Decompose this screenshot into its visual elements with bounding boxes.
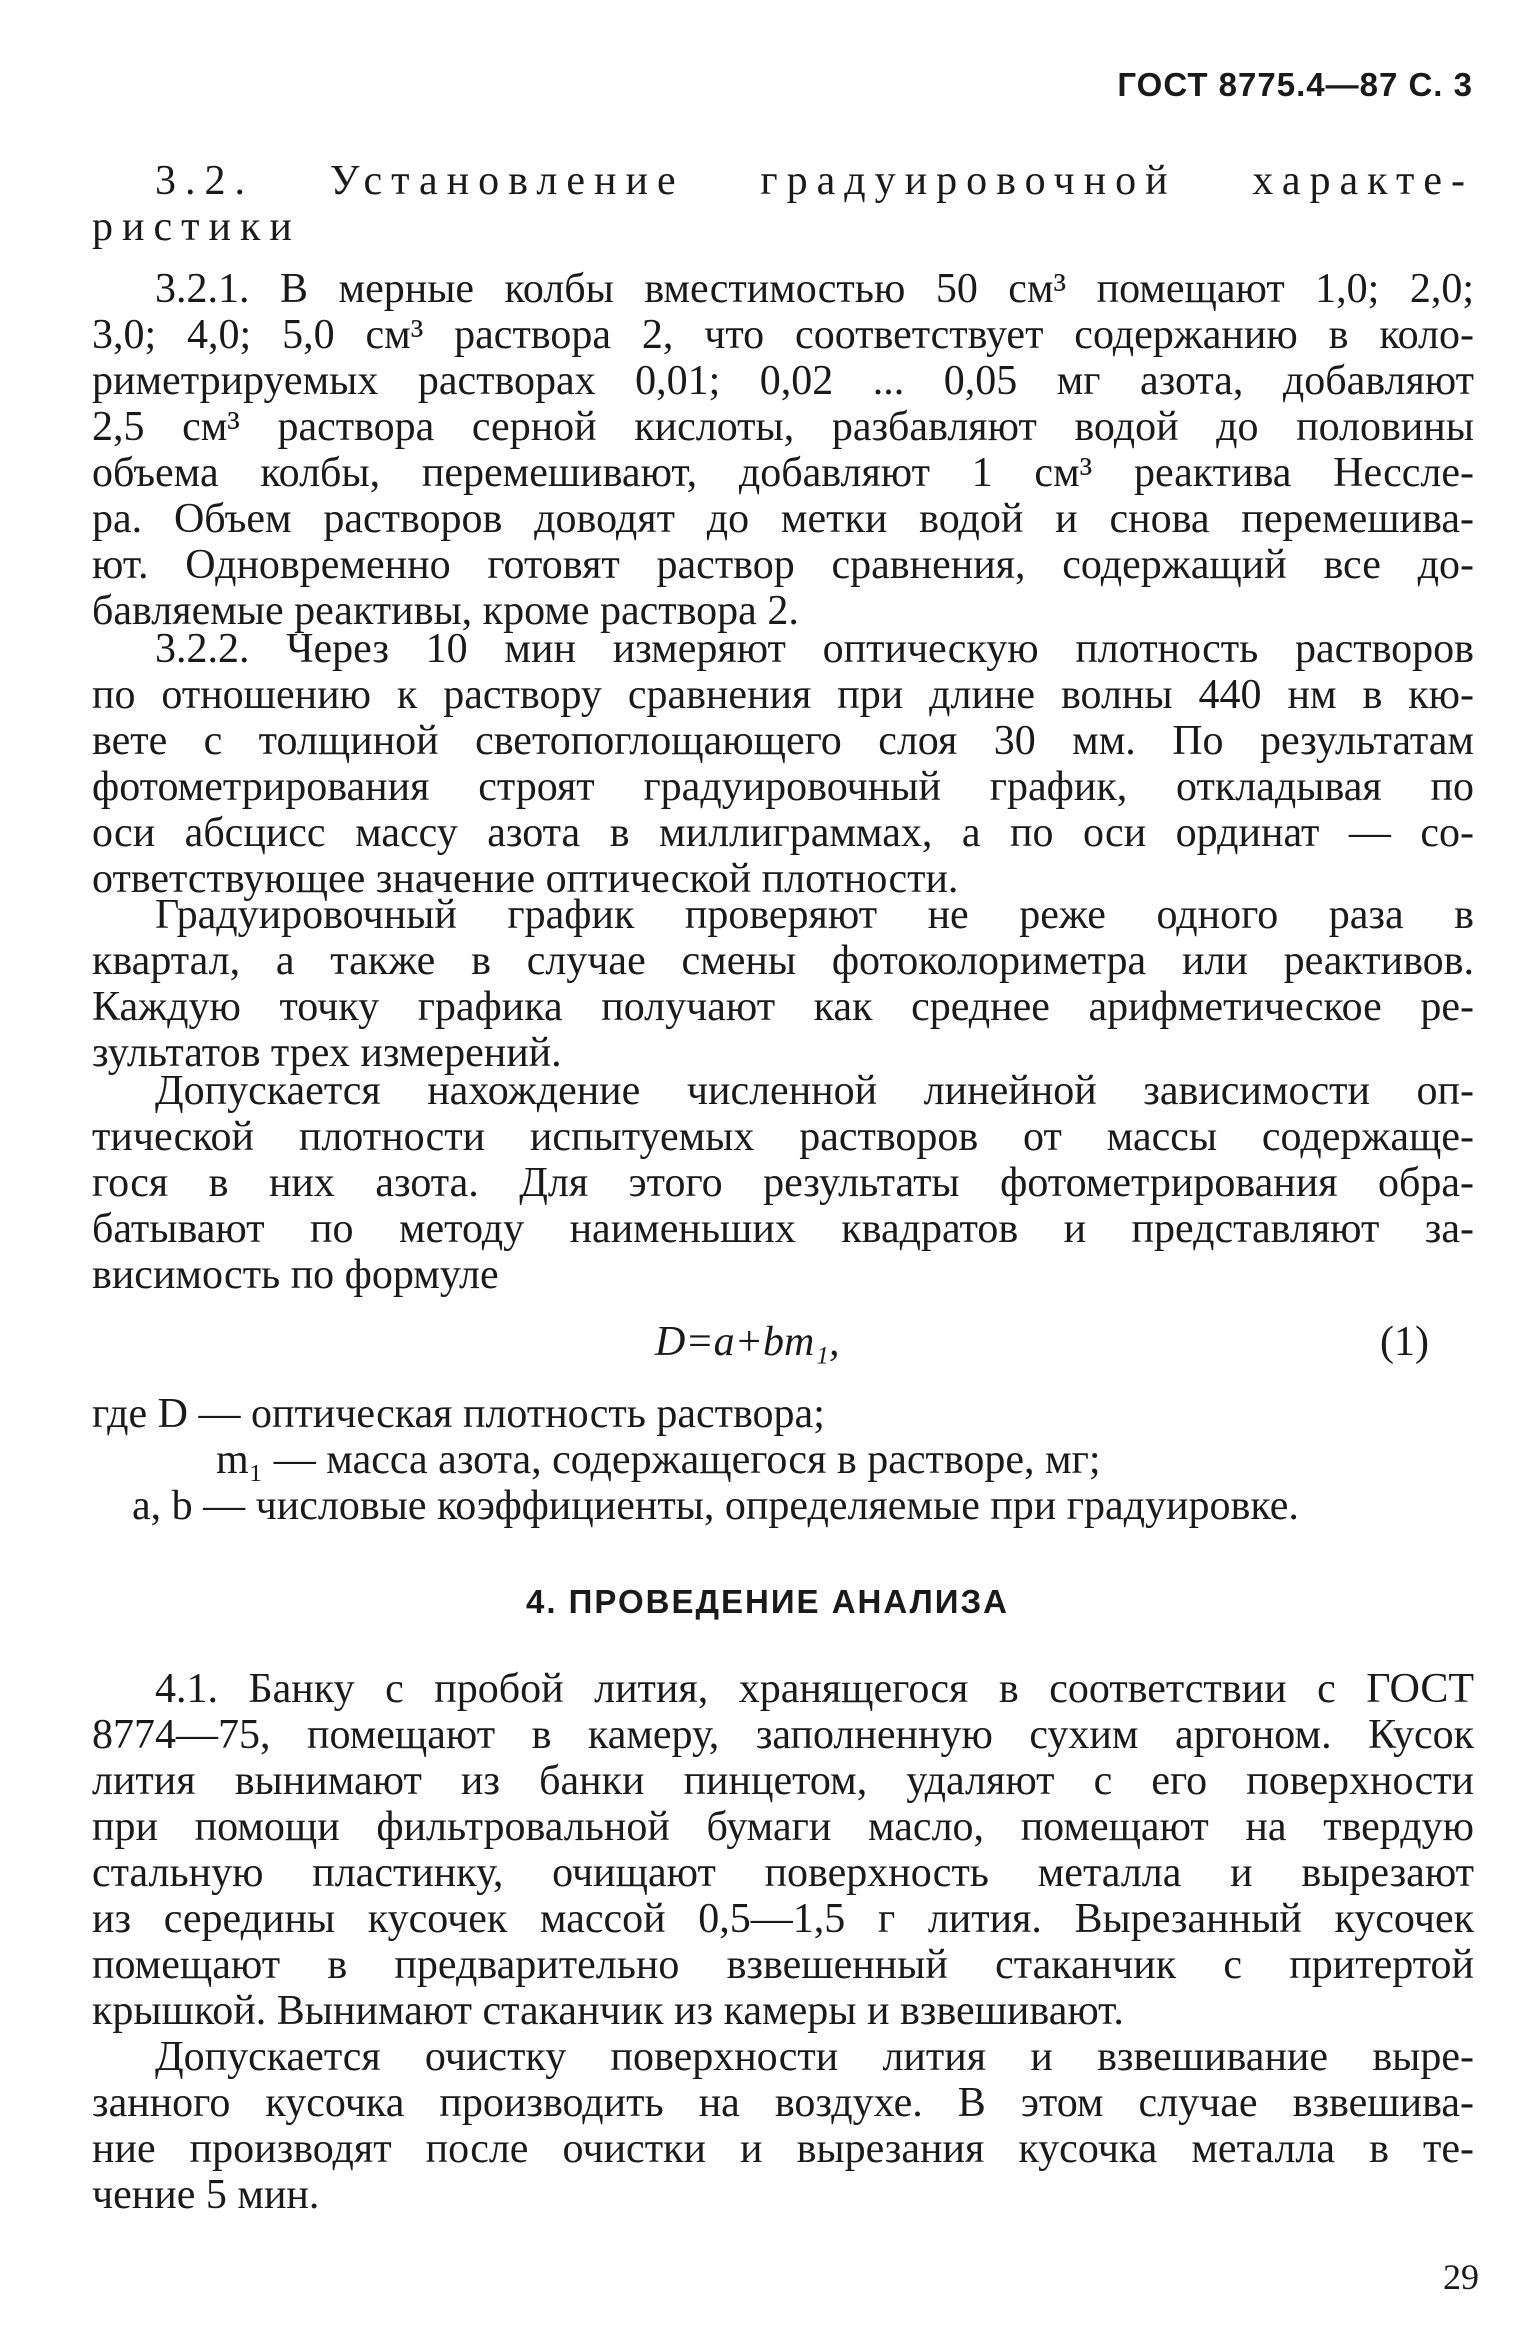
definition-line: где D — оптическая плотность раствора; <box>92 1391 825 1437</box>
paragraph-line: 4.1. Банку с пробой лития, хранящегося в соответствии с ГОСТ <box>155 1666 1474 1712</box>
paragraph-line: Допускается очистку поверхности лития и взвешивание выре- <box>155 2034 1474 2080</box>
paragraph-line: квартал, а также в случае смены фотоколориметра или реактивов. <box>92 938 1474 984</box>
paragraph-line: крышкой. Вынимают стаканчик из камеры и взвешивают. <box>92 1988 1124 2034</box>
paragraph-line: объема колбы, перемешивают, добавляют 1 см³ реактива Несслe- <box>92 450 1474 496</box>
paragraph-line: лития вынимают из банки пинцетом, удаляют с его поверхности <box>92 1758 1474 1804</box>
paragraph-line: ответствующее значение оптической плотности. <box>92 856 959 902</box>
paragraph-line: занного кусочка производить на воздухе. В этом случае взвешива- <box>92 2080 1474 2126</box>
page-number: 29 <box>1443 2257 1479 2297</box>
section-title-cont: ристики <box>92 204 301 250</box>
definition-line: a, b — числовые коэффициенты, определяемые при градуировке. <box>132 1483 1299 1529</box>
section-heading: 4. ПРОВЕДЕНИЕ АНАЛИЗА <box>525 1583 1010 1620</box>
paragraph-line: зультатов трех измерений. <box>92 1030 562 1076</box>
formula: D=a+bm₁, <box>655 1319 840 1365</box>
formula-number: (1) <box>1380 1319 1429 1365</box>
page-header: ГОСТ 8775.4—87 С. 3 <box>1117 66 1473 103</box>
paragraph-line: Градуировочный график проверяют не реже одного раза в <box>155 892 1474 938</box>
definition-line: m₁ — масса азота, содержащегося в растворе, мг; <box>216 1437 1101 1483</box>
paragraph-line: гося в них азота. Для этого результаты фотометрирования обра- <box>92 1160 1474 1206</box>
paragraph-line: из середины кусочек массой 0,5—1,5 г лития. Вырезанный кусочек <box>92 1896 1474 1942</box>
paragraph-line: фотометрирования строят градуировочный график, откладывая по <box>92 764 1474 810</box>
paragraph-line: ние производят после очистки и вырезания кусочка металла в те- <box>92 2126 1474 2172</box>
paragraph-line: висимость по формуле <box>92 1252 499 1298</box>
paragraph-line: чение 5 мин. <box>92 2172 320 2218</box>
paragraph-line: 2,5 см³ раствора серной кислоты, разбавляют водой до половины <box>92 404 1474 450</box>
paragraph-line: 8774—75, помещают в камеру, заполненную сухим аргоном. Кусок <box>92 1712 1474 1758</box>
paragraph-line: тической плотности испытуемых растворов от массы содержаще- <box>92 1114 1474 1160</box>
paragraph-line: оси абсцисс массу азота в миллиграммах, а по оси ординат — со- <box>92 810 1474 856</box>
paragraph-line: бавляемые реактивы, кроме раствора 2. <box>92 588 799 634</box>
paragraph-line: по отношению к раствору сравнения при длине волны 440 нм в кю- <box>92 672 1474 718</box>
paragraph-line: батывают по методу наименьших квадратов и представляют за- <box>92 1206 1474 1252</box>
section-title: 3.2. Установление градуировочной характе- <box>155 158 1474 204</box>
paragraph-line: помещают в предварительно взвешенный стаканчик с притертой <box>92 1942 1474 1988</box>
paragraph-line: при помощи фильтровальной бумаги масло, помещают на твердую <box>92 1804 1474 1850</box>
paragraph-line: ют. Одновременно готовят раствор сравнения, содержащий все до- <box>92 542 1474 588</box>
paragraph-line: вете с толщиной светопоглощающего слоя 30 мм. По результатам <box>92 718 1474 764</box>
paragraph-line: стальную пластинку, очищают поверхность металла и вырезают <box>92 1850 1474 1896</box>
paragraph-line: Каждую точку графика получают как среднее арифметическое ре- <box>92 984 1474 1030</box>
paragraph-line: 3.2.2. Через 10 мин измеряют оптическую плотность растворов <box>155 626 1474 672</box>
paragraph-line: риметрируемых растворах 0,01; 0,02 ... 0,05 мг азота, добавляют <box>92 358 1474 404</box>
paragraph-line: 3,0; 4,0; 5,0 см³ раствора 2, что соответствует содержанию в коло- <box>92 312 1474 358</box>
paragraph-line: ра. Объем растворов доводят до метки водой и снова перемешива- <box>92 496 1474 542</box>
paragraph-line: 3.2.1. В мерные колбы вместимостью 50 см³ помещают 1,0; 2,0; <box>155 266 1474 312</box>
paragraph-line: Допускается нахождение численной линейной зависимости оп- <box>155 1068 1474 1114</box>
